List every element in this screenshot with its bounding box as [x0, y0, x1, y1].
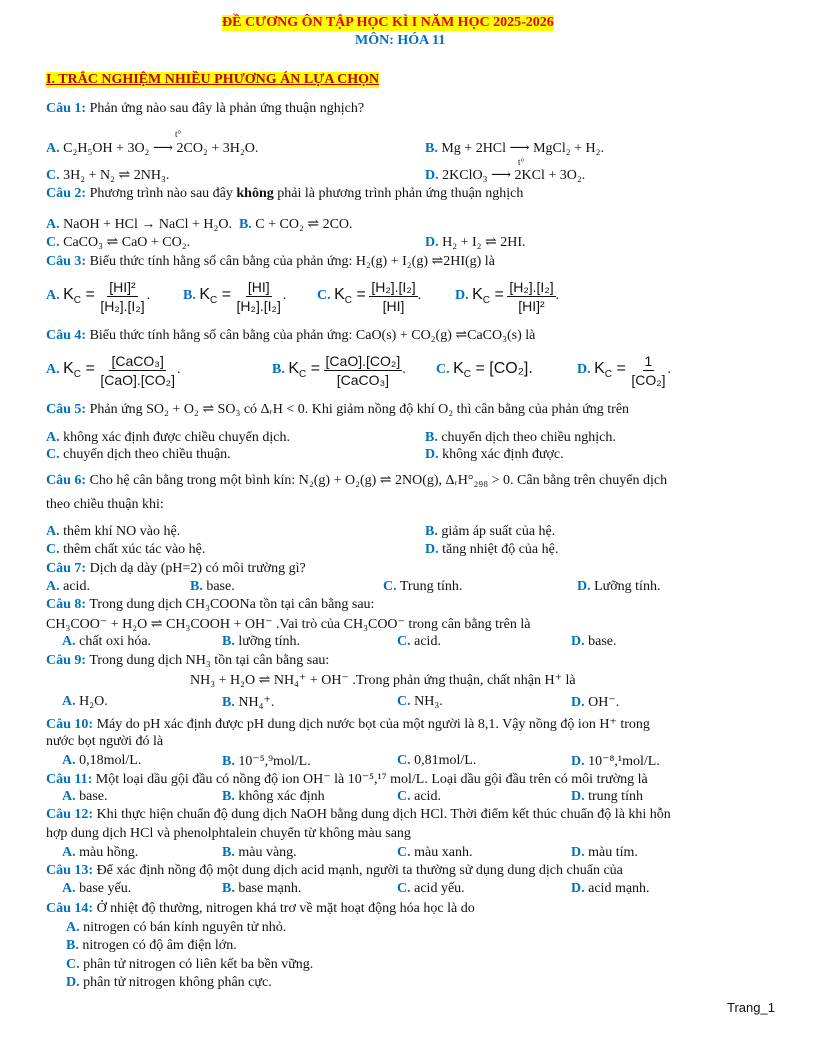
- question-5: Câu 5: Phản ứng SO₂ + O₂ ⇌ SO₃ có ΔᵣH < 0. Khi giảm nồng độ khí O₂ thì cân bằng của phản ứng trên: [46, 402, 630, 417]
- question-6: Câu 6: Cho hệ cân bằng trong một bình kín: N₂(g) + O₂(g) ⇌ 2NO(g), ΔᵣH°₂₉₈ > 0. Cân bằng trên chuyển dịch: [46, 473, 668, 488]
- q1-option-c: C. 3H₂ + N₂ ⇌ 2NH₃.: [46, 168, 170, 183]
- q10-option-d: D. 10⁻⁸,¹mol/L.: [571, 754, 660, 769]
- q2-option-c: C. CaCO₃ ⇌ CaO + CO₂.: [46, 235, 191, 250]
- q3-option-a: A. $K_C$ = $\frac{\text{[HI]²}}{\text{[H₂].[I₂]}}$ .: [46, 278, 151, 314]
- q8-option-a: A. chất oxi hóa.: [62, 634, 152, 649]
- q1d-heat-mark: t°: [518, 157, 525, 167]
- section-heading: I. TRẮC NGHIỆM NHIỀU PHƯƠNG ÁN LỰA CHỌN: [46, 72, 380, 87]
- q5-option-b: B. chuyển dịch theo chiều nghịch.: [425, 430, 616, 445]
- q4-option-c: C. $K_C = [CO_2]$.: [436, 359, 533, 381]
- q5-option-c: C. chuyển dịch theo chiều thuận.: [46, 447, 231, 462]
- question-10-line2: nước bọt người đó là: [46, 734, 164, 749]
- subject-title: MÔN: HÓA 11: [355, 33, 446, 48]
- q12-option-c: C. màu xanh.: [397, 845, 473, 860]
- question-6-line2: theo chiều thuận khi:: [46, 497, 164, 512]
- q11-option-b: B. không xác định: [222, 789, 325, 804]
- q7-option-d: D. Lưỡng tính.: [577, 579, 661, 594]
- q11-option-c: C. acid.: [397, 789, 441, 804]
- q10-option-c: C. 0,81mol/L.: [397, 753, 477, 768]
- question-10: Câu 10: Máy do pH xác định được pH dung dịch nước bọt của một người là 8,1. Vậy nồng độ ion H⁺ trong: [46, 717, 650, 732]
- q1-option-a: A. C₂H₅OH + 3O₂ ⟶ 2CO₂ + 3H₂O.: [46, 141, 259, 156]
- q9-option-a: A. H₂O.: [62, 694, 108, 709]
- q13-option-b: B. base mạnh.: [222, 881, 302, 896]
- q11-option-a: A. base.: [62, 789, 108, 804]
- question-12: Câu 12: Khi thực hiện chuẩn độ dung dịch NaOH bằng dung dịch HCl. Thời điểm kết thúc chuẩn độ là khi hỗn: [46, 807, 671, 822]
- q14-option-d: D. phân tử nitrogen không phân cực.: [66, 975, 272, 990]
- q8-option-c: C. acid.: [397, 634, 441, 649]
- q1-option-b: B. Mg + 2HCl ⟶ MgCl₂ + H₂.: [425, 141, 605, 156]
- question-8: Câu 8: Trong dung dịch CH₃COONa tồn tại cân bằng sau:: [46, 597, 375, 612]
- question-7: Câu 7: Dịch dạ dày (pH=2) có môi trường gì?: [46, 561, 306, 576]
- q9-option-c: C. NH₃.: [397, 694, 443, 709]
- q4-option-a: A. $K_C$ = $\frac{\text{[CaCO₃]}}{\text{[CaO].[CO₂]}}$ .: [46, 352, 181, 388]
- q1-heat-mark: t°: [175, 129, 182, 139]
- q9-option-b: B. NH₄⁺.: [222, 695, 275, 710]
- q6-option-b: B. giảm áp suất của hệ.: [425, 524, 556, 539]
- q11-option-d: D. trung tính: [571, 789, 643, 804]
- question-9: Câu 9: Trong dung dịch NH₃ tồn tại cân bằng sau:: [46, 653, 330, 668]
- q7-option-c: C. Trung tính.: [383, 579, 463, 594]
- q8-option-b: B. lưỡng tính.: [222, 634, 301, 649]
- q10-option-a: A. 0,18mol/L.: [62, 753, 142, 768]
- question-1: Câu 1: Phản ứng nào sau đây là phản ứng thuận nghịch?: [46, 101, 365, 116]
- question-3: Câu 3: Biểu thức tính hằng số cân bằng của phản ứng: H₂(g) + I₂(g) ⇌2HI(g) là: [46, 254, 495, 269]
- page-title: ĐỀ CƯƠNG ÔN TẬP HỌC KÌ I NĂM HỌC 2025-2026: [222, 15, 554, 30]
- q10-option-b: B. 10⁻⁵,⁹mol/L.: [222, 754, 311, 769]
- q13-option-d: D. acid mạnh.: [571, 881, 650, 896]
- q4-option-b: B. $K_C$ = $\frac{\text{[CaO].[CO₂]}}{\text{[CaCO₃]}}$ .: [272, 352, 406, 388]
- q14-option-c: C. phân tử nitrogen có liên kết ba bền vững.: [66, 957, 314, 972]
- q13-option-c: C. acid yếu.: [397, 881, 465, 896]
- q6-option-d: D. tăng nhiệt độ của hệ.: [425, 542, 559, 557]
- q2-option-a: A. NaOH + HCl → NaCl + H₂O. B. C + CO₂ ⇌ 2CO.: [46, 217, 353, 232]
- q1-option-d: D. 2KClO₃ ⟶ 2KCl + 3O₂.: [425, 168, 586, 183]
- q14-option-a: A. nitrogen có bán kính nguyên tử nhỏ.: [66, 920, 287, 935]
- question-4: Câu 4: Biểu thức tính hằng số cân bằng của phản ứng: CaO(s) + CO₂(g) ⇌CaCO₃(s) là: [46, 328, 536, 343]
- q5-option-a: A. không xác định được chiều chuyển dịch.: [46, 430, 290, 445]
- q2-option-d: D. H₂ + I₂ ⇌ 2HI.: [425, 235, 526, 250]
- q5-option-d: D. không xác định được.: [425, 447, 564, 462]
- q9-option-d: D. OH⁻.: [571, 695, 620, 710]
- question-8-equation: CH₃COO⁻ + H₂O ⇌ CH₃COOH + OH⁻ .Vai trò của CH₃COO⁻ trong cân bằng trên là: [46, 617, 531, 632]
- q8-option-d: D. base.: [571, 634, 617, 649]
- question-11: Câu 11: Một loại dầu gội đầu có nồng độ ion OH⁻ là 10⁻⁵,¹⁷ mol/L. Loại dầu gội đầu trên có môi trường là: [46, 772, 648, 787]
- question-12-line2: hợp dung dịch HCl và phenolphtalein chuyển từ không màu sang: [46, 826, 411, 841]
- q7-option-a: A. acid.: [46, 579, 90, 594]
- q12-option-b: B. màu vàng.: [222, 845, 297, 860]
- question-2: Câu 2: Phương trình nào sau đây không phải là phương trình phản ứng thuận nghịch: [46, 186, 524, 201]
- q14-option-b: B. nitrogen có độ âm điện lớn.: [66, 938, 237, 953]
- q12-option-a: A. màu hồng.: [62, 845, 139, 860]
- page-number: Trang_1: [727, 1000, 775, 1015]
- q3-option-b: B. $K_C$ = $\frac{[HI]}{\text{[H₂].[I₂]}}$ .: [183, 278, 287, 314]
- question-9-equation: NH₃ + H₂O ⇌ NH₄⁺ + OH⁻ .Trong phản ứng thuận, chất nhận H⁺ là: [190, 673, 576, 688]
- q7-option-b: B. base.: [190, 579, 235, 594]
- q6-option-a: A. thêm khí NO vào hệ.: [46, 524, 181, 539]
- q3-option-c: C. $K_C$ = $\frac{\text{[H₂].[I₂]}}{[HI]}$ .: [317, 278, 422, 314]
- question-13: Câu 13: Để xác định nồng độ một dung dịch acid mạnh, người ta thường sử dụng dung dịch chuẩn của: [46, 863, 623, 878]
- q4-option-d: D. $K_C$ = $\frac{1}{\text{[CO₂]}}$ .: [577, 352, 672, 388]
- question-14: Câu 14: Ở nhiệt độ thường, nitrogen khá trơ về mặt hoạt động hóa học là do: [46, 901, 475, 916]
- q13-option-a: A. base yếu.: [62, 881, 132, 896]
- q3-option-d: D. $K_C$ = $\frac{\text{[H₂].[I₂]}}{\text{[HI]²}}$ .: [455, 278, 560, 314]
- q6-option-c: C. thêm chất xúc tác vào hệ.: [46, 542, 206, 557]
- q12-option-d: D. màu tím.: [571, 845, 638, 860]
